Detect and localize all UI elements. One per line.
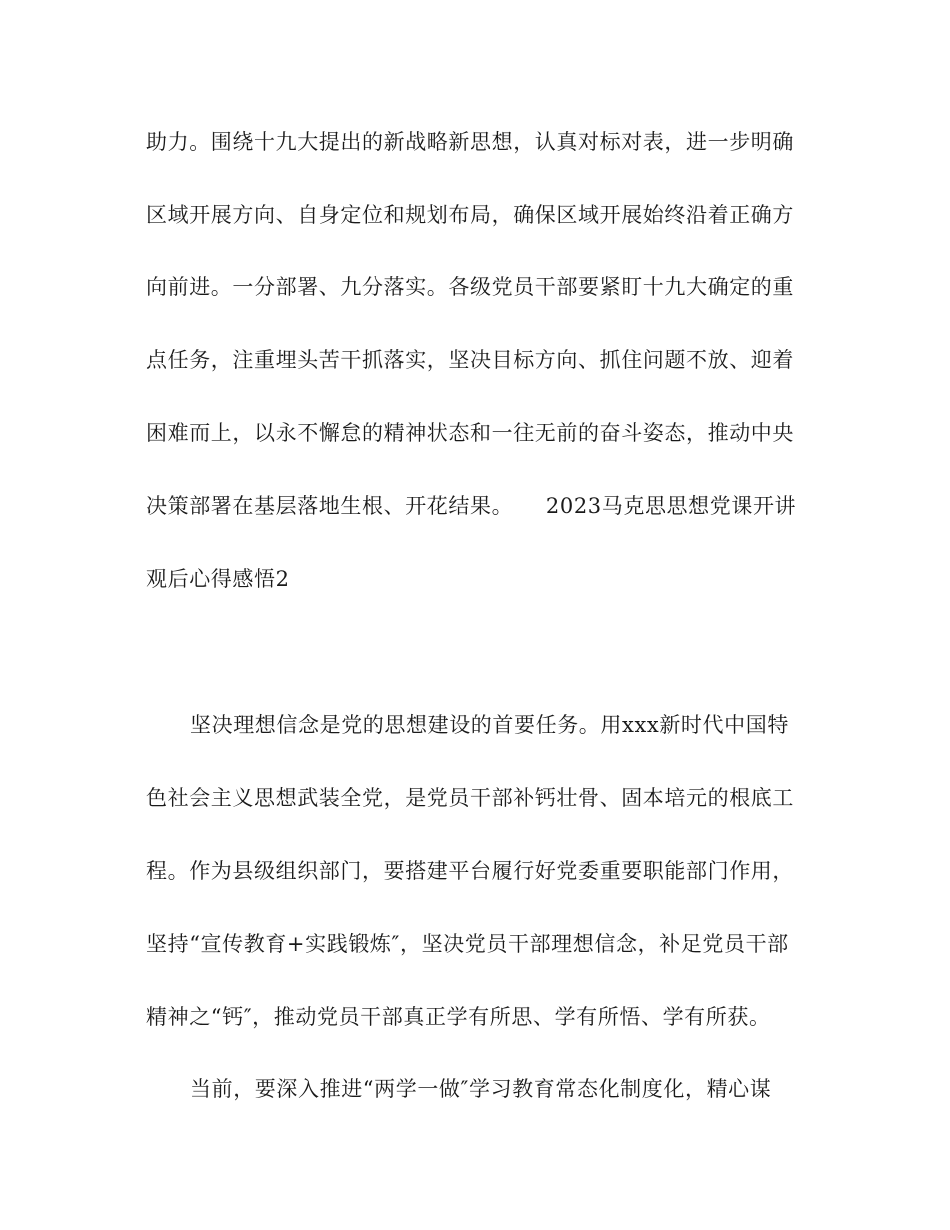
text-line-10: 程。作为县级组织部门，要搭建平台履行好党委重要职能部门作用，: [146, 859, 794, 883]
text-line-6: 决策部署在基层落地生根、开花结果。 2023马克思思想党课开讲: [146, 494, 797, 518]
text-line-5: 困难而上，以永不懈怠的精神状态和一往无前的奋斗姿态，推动中央: [146, 421, 794, 445]
text-line-9: 色社会主义思想武装全党，是党员干部补钙壮骨、固本培元的根底工: [146, 786, 794, 810]
text-line-13: 当前，要深入推进“两学一做″学习教育常态化制度化，精心谋: [190, 1077, 772, 1101]
text-line-12: 精神之“钙″，推动党员干部真正学有所思、学有所悟、学有所获。: [146, 1005, 771, 1029]
text-line-11: 坚持“宣传教育+实践锻炼″，坚决党员干部理想信念，补足党员干部: [146, 932, 789, 956]
text-line-3: 向前进。一分部署、九分落实。各级党员干部要紧盯十九大确定的重: [146, 275, 794, 299]
text-line-1: 助力。围绕十九大提出的新战略新思想，认真对标对表，进一步明确: [146, 130, 794, 154]
text-line-7: 观后心得感悟2: [146, 567, 290, 591]
text-line-2: 区域开展方向、自身定位和规划布局，确保区域开展始终沿着正确方: [146, 203, 794, 227]
text-line-8: 坚决理想信念是党的思想建设的首要任务。用xxx新时代中国特: [190, 713, 789, 737]
text-line-4: 点任务，注重埋头苦干抓落实，坚决目标方向、抓住问题不放、迎着: [146, 348, 794, 372]
